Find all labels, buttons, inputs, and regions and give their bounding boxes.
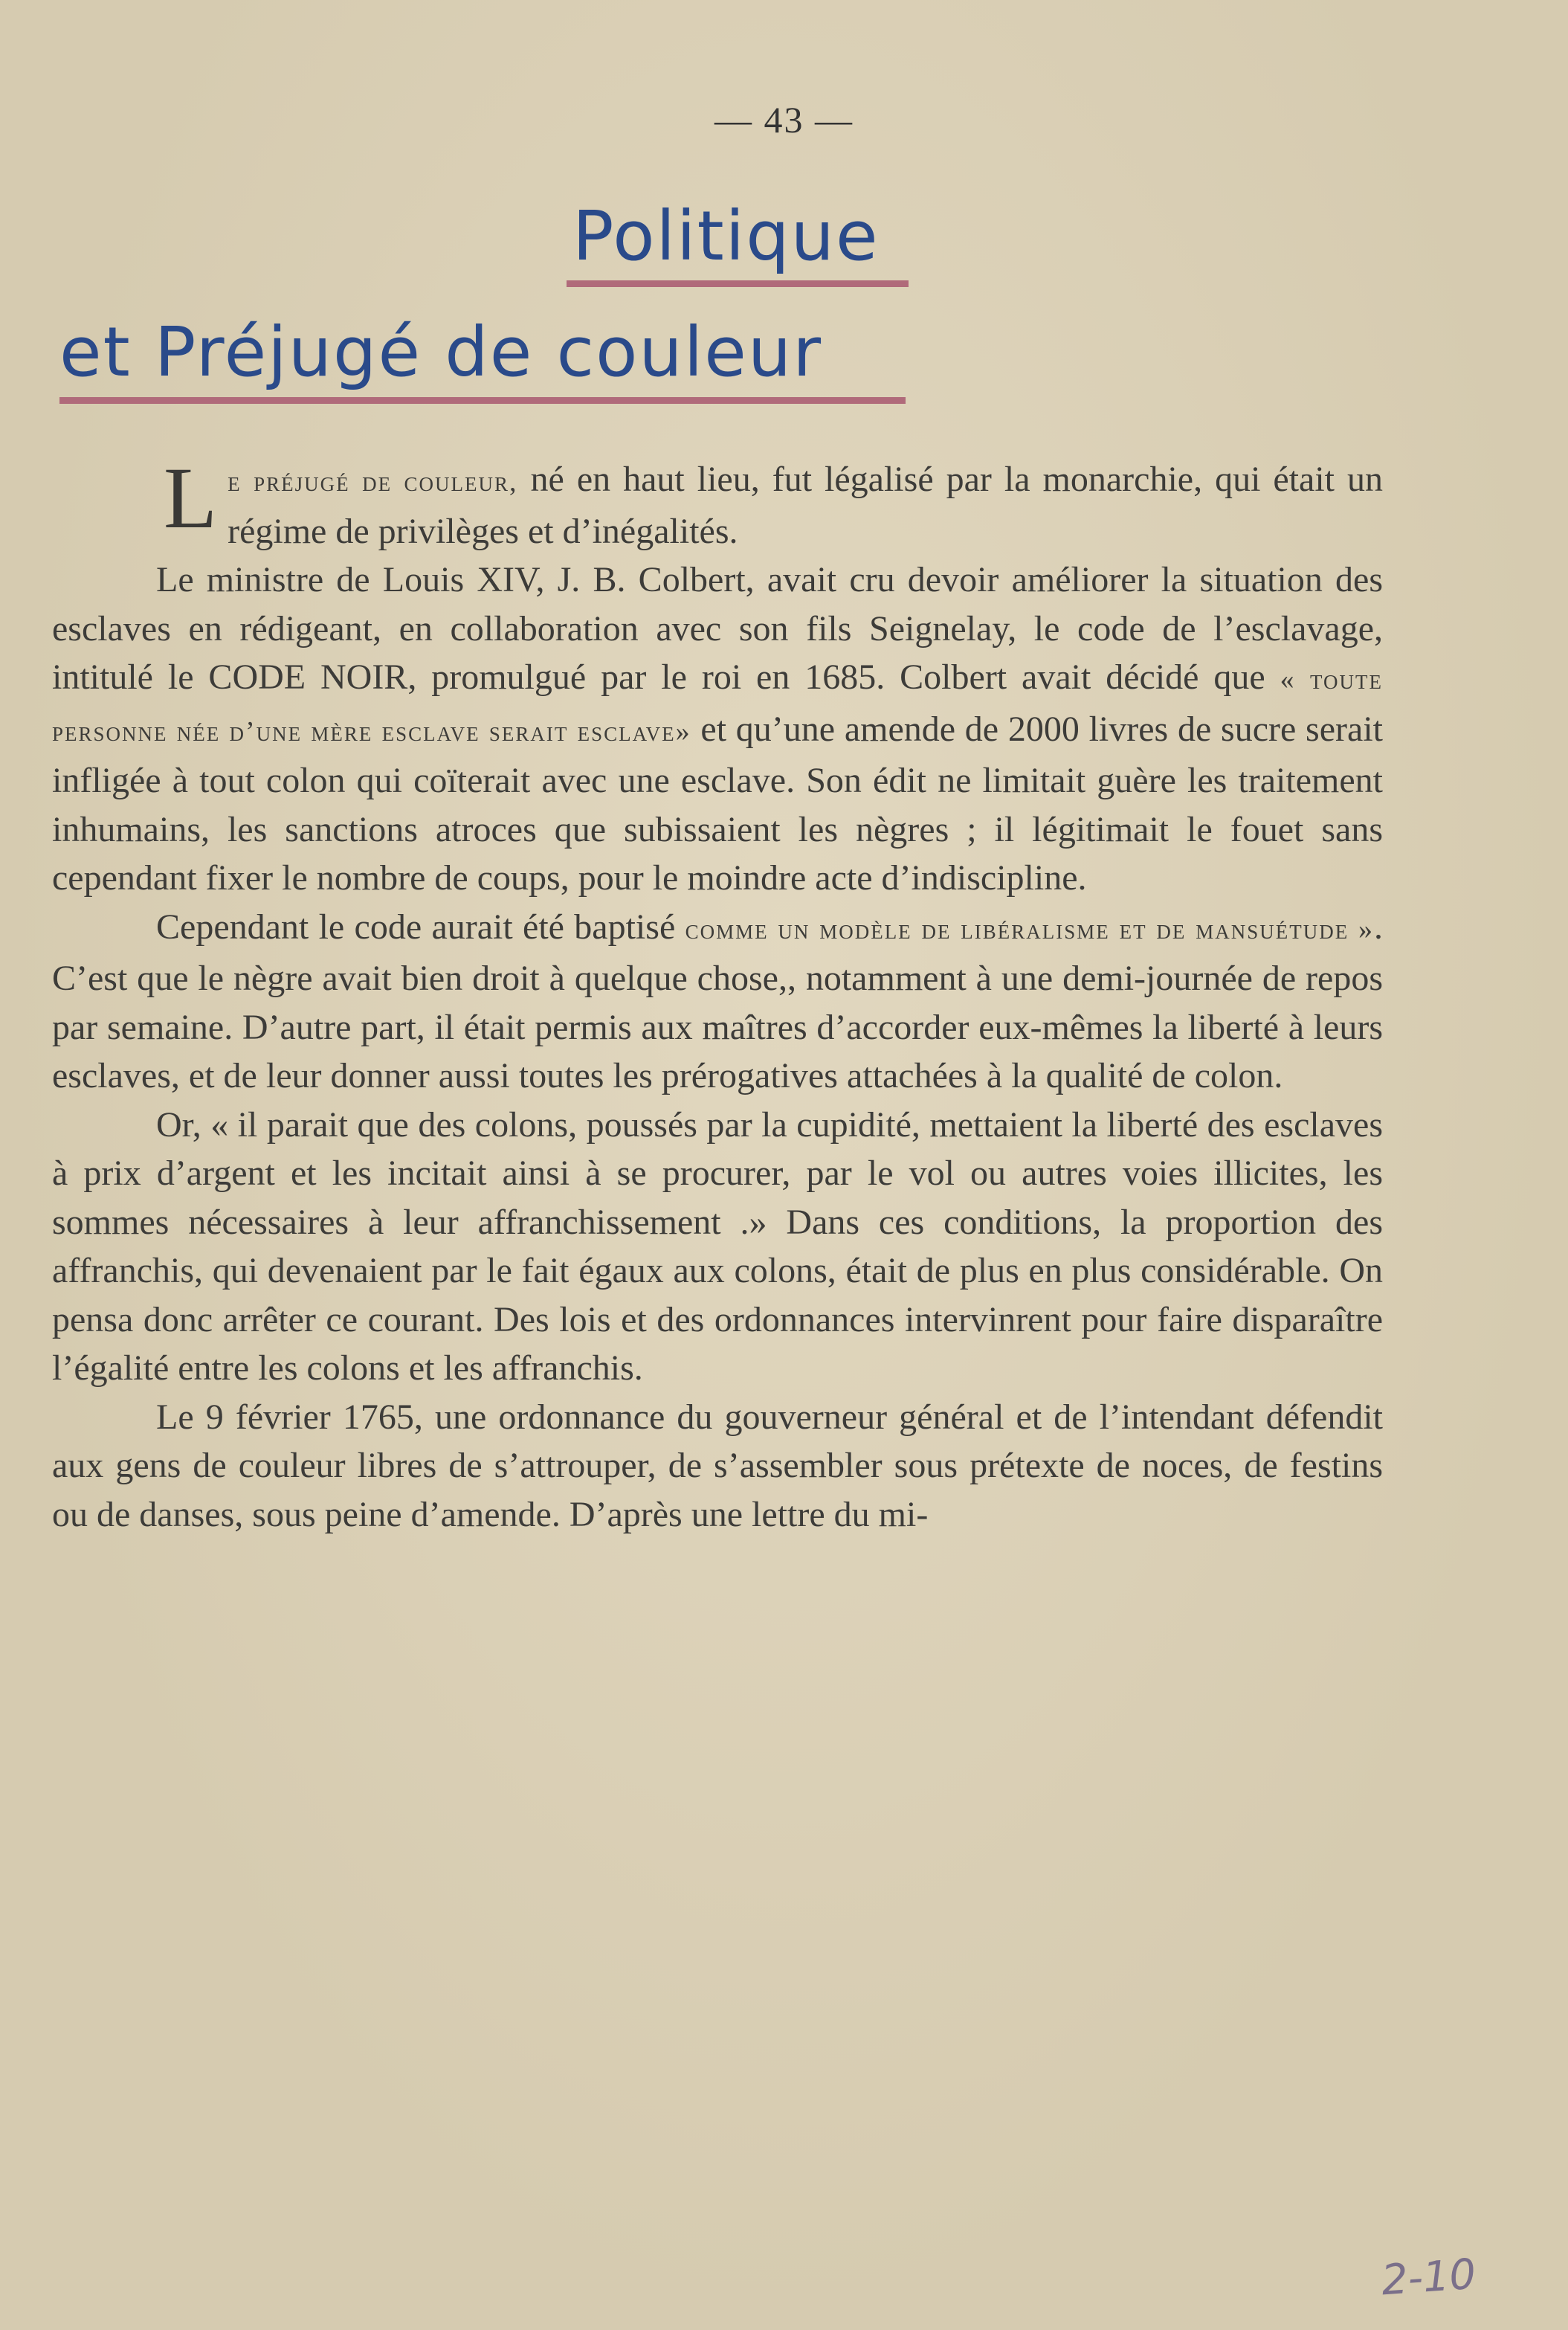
handwritten-margin-note: 2-10 — [1379, 2250, 1478, 2305]
paragraph-3 — [52, 903, 1383, 1101]
title-line-1: Politique — [572, 196, 880, 276]
paragraph-5: Le 9 février 1765, une ordonnance du gouverneur général et de l’intendant défendit aux gens de couleur libres de s’attrouper, de s’assembler sous prétexte de noces, de festins ou de danses, sous peine d’amende. D’après une lettre du mi- — [52, 1397, 1383, 1534]
paragraph-3-text-a: Cependant le code aurait été baptisé — [156, 907, 685, 947]
paragraph-2-text-a: Le ministre de Louis XIV, J. B. Colbert, avait cru devoir améliorer la situation des esclaves en rédigeant, en collaboration avec son fils Seignelay, le code de l’esclavage, intitulé le CODE NOIR, promulgué par le roi en 1685. Colbert avait décidé que — [52, 560, 1383, 697]
title-underline-1 — [567, 280, 909, 287]
paragraph-4: Or, « il parait que des colons, poussés par la cupidité, mettaient la liberté des esclaves à prix d’argent et les incitait ainsi à se procurer, par le vol ou autres voies illicites, les sommes nécessaires à leur affranchissement .» Dans ces conditions, la proportion des affranchis, qui devenaient par le fait égaux aux colons, était de plus en plus considérable. On pensa donc arrêter ce courant. Des lois et des ordonnances intervinrent pour faire disparaître l’égalité entre les colons et les affranchis. — [52, 1104, 1383, 1388]
paragraph-1-text: né en haut lieu, fut légalisé par la monarchie, qui était un régime de privilèges et d’inégalités. — [228, 460, 1384, 551]
liberalism-quote: comme un modèle de libéralisme et de mansuétude » — [685, 913, 1375, 945]
code-noir-quote: « toute personne née d’une mère esclave serait esclave» — [52, 664, 1383, 747]
page-number: — 43 — — [714, 99, 854, 141]
paragraph-2 — [52, 556, 1383, 903]
drop-cap: L — [164, 449, 218, 547]
lead-in-smallcaps: e préjugé de couleur, — [228, 466, 518, 498]
title-underline-2 — [59, 397, 906, 404]
paragraph-1 — [52, 449, 1384, 556]
paragraph-3-text-b: . C’est que le nègre avait bien droit à quelque chose,, notamment à une demi-journée de repos par semaine. D’autre part, il était permis aux maîtres d’accorder eux-mêmes la liberté à leurs esclaves, et de leur donner aussi toutes les prérogatives attachées à la qualité de colon. — [52, 907, 1384, 1095]
paragraph-2-text-b: et qu’une amende de 2000 livres de sucre serait infligée à tout colon qui coïterait avec une esclave. Son édit ne limitait guère les traitement inhumains, les sanctions atroces que subissaient les nègres ; il légitimait le fouet sans cependant fixer le nombre de coups, pour le moindre acte d’indiscipline. — [52, 709, 1383, 898]
title-line-2: et Préjugé de couleur — [59, 312, 823, 392]
article-body — [52, 449, 1384, 1539]
